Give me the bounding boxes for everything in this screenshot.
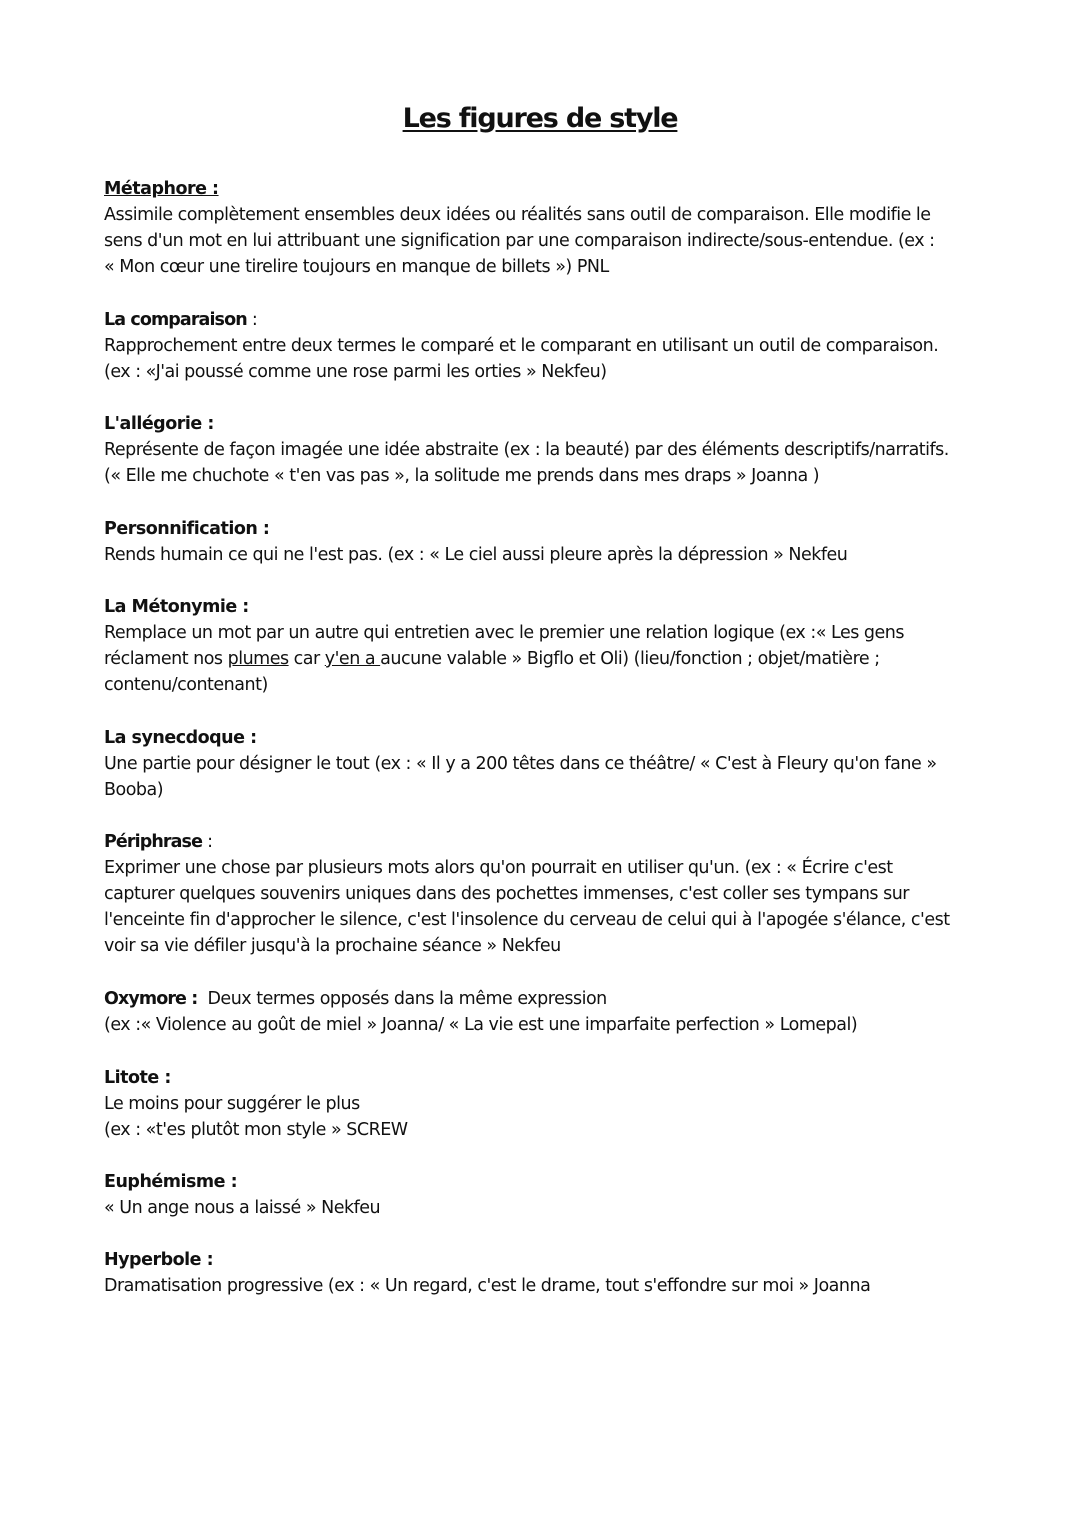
heading-suffix: : — [202, 832, 213, 852]
section-line: Rends humain ce qui ne l'est pas. (ex : « Le ciel aussi pleure après la dépression » Nekfeu — [104, 545, 848, 565]
section-metonymie — [104, 594, 984, 698]
section-heading: La synecdoque : — [104, 728, 257, 748]
section-line: l'enceinte fin d'approcher le silence, c'est l'insolence du cerveau de celui qui à l'apogée s'élance, c'est — [104, 910, 950, 930]
section-line: Le moins pour suggérer le plus — [104, 1094, 360, 1114]
section-comparaison — [104, 307, 984, 385]
section-heading: La Métonymie : — [104, 597, 249, 617]
text-run: réclament nos — [104, 649, 228, 669]
underlined-word: plumes — [227, 649, 289, 669]
section-line: capturer quelques souvenirs uniques dans des pochettes immenses, c'est coller ses tympans sur — [104, 884, 909, 904]
heading-suffix: : — [246, 310, 258, 330]
heading-inline-text: Deux termes opposés dans la même expression — [197, 989, 607, 1009]
section-litote — [104, 1065, 984, 1143]
section-allegorie — [104, 411, 984, 489]
section-heading: Métaphore : — [104, 179, 219, 199]
section-line: contenu/contenant) — [104, 675, 268, 695]
section-heading: La comparaison — [104, 310, 247, 330]
section-line: (« Elle me chuchote « t'en vas pas », la solitude me prends dans mes draps » Joanna ) — [104, 466, 820, 486]
section-line: Représente de façon imagée une idée abstraite (ex : la beauté) par des éléments descriptifs/narratifs. — [104, 440, 949, 460]
section-heading: Litote : — [104, 1068, 171, 1088]
section-hyperbole — [104, 1247, 984, 1299]
section-line: Exprimer une chose par plusieurs mots alors qu'on pourrait en utiliser qu'un. (ex : « Écrire c'est — [104, 858, 893, 878]
text-run: aucune valable » Bigflo et Oli) (lieu/fonction ; objet/matière ; — [380, 649, 880, 669]
text-run: car — [288, 649, 325, 669]
section-line: sens d'un mot en lui attribuant une signification par une comparaison indirecte/sous-entendue. (ex : — [104, 231, 935, 251]
section-line: Dramatisation progressive (ex : « Un regard, c'est le drame, tout s'effondre sur moi » Joanna — [104, 1276, 871, 1296]
section-heading: Euphémisme : — [104, 1172, 238, 1192]
section-line: « Mon cœur une tirelire toujours en manque de billets ») PNL — [104, 257, 609, 277]
section-line: Assimile complètement ensembles deux idées ou réalités sans outil de comparaison. Elle modifie le — [104, 205, 931, 225]
section-heading: L'allégorie : — [104, 414, 214, 434]
section-line: Remplace un mot par un autre qui entretien avec le premier une relation logique (ex :« Les gens — [104, 623, 904, 643]
section-line: Booba) — [104, 780, 164, 800]
section-line: « Un ange nous a laissé » Nekfeu — [104, 1198, 381, 1218]
section-line: (ex : «t'es plutôt mon style » SCREW — [104, 1120, 408, 1140]
section-oxymore — [104, 986, 984, 1038]
underlined-word: y'en a — [324, 649, 381, 669]
section-heading-row — [104, 986, 984, 1012]
section-line: Une partie pour désigner le tout (ex : « Il y a 200 têtes dans ce théâtre/ « C'est à Fleury qu'on fane » — [104, 754, 937, 774]
section-periphrase — [104, 829, 984, 959]
section-euphemisme — [104, 1169, 984, 1221]
section-line: voir sa vie défiler jusqu'à la prochaine séance » Nekfeu — [104, 936, 561, 956]
section-line: (ex :« Violence au goût de miel » Joanna/ « La vie est une imparfaite perfection » Lomepal) — [104, 1015, 858, 1035]
section-heading: Personnification : — [104, 519, 270, 539]
section-heading: Oxymore : — [104, 989, 198, 1009]
section-personnification — [104, 516, 984, 568]
section-heading-row — [104, 829, 984, 855]
section-line: (ex : «J'ai poussé comme une rose parmi les orties » Nekfeu) — [104, 362, 607, 382]
page-title: Les figures de style — [402, 103, 678, 134]
section-metaphore — [104, 176, 984, 280]
section-synecdoque — [104, 725, 984, 803]
section-heading: Périphrase — [104, 832, 203, 852]
section-line — [104, 646, 984, 672]
section-line: Rapprochement entre deux termes le comparé et le comparant en utilisant un outil de comparaison. — [104, 336, 939, 356]
section-heading-row — [104, 307, 984, 333]
section-heading: Hyperbole : — [104, 1250, 214, 1270]
